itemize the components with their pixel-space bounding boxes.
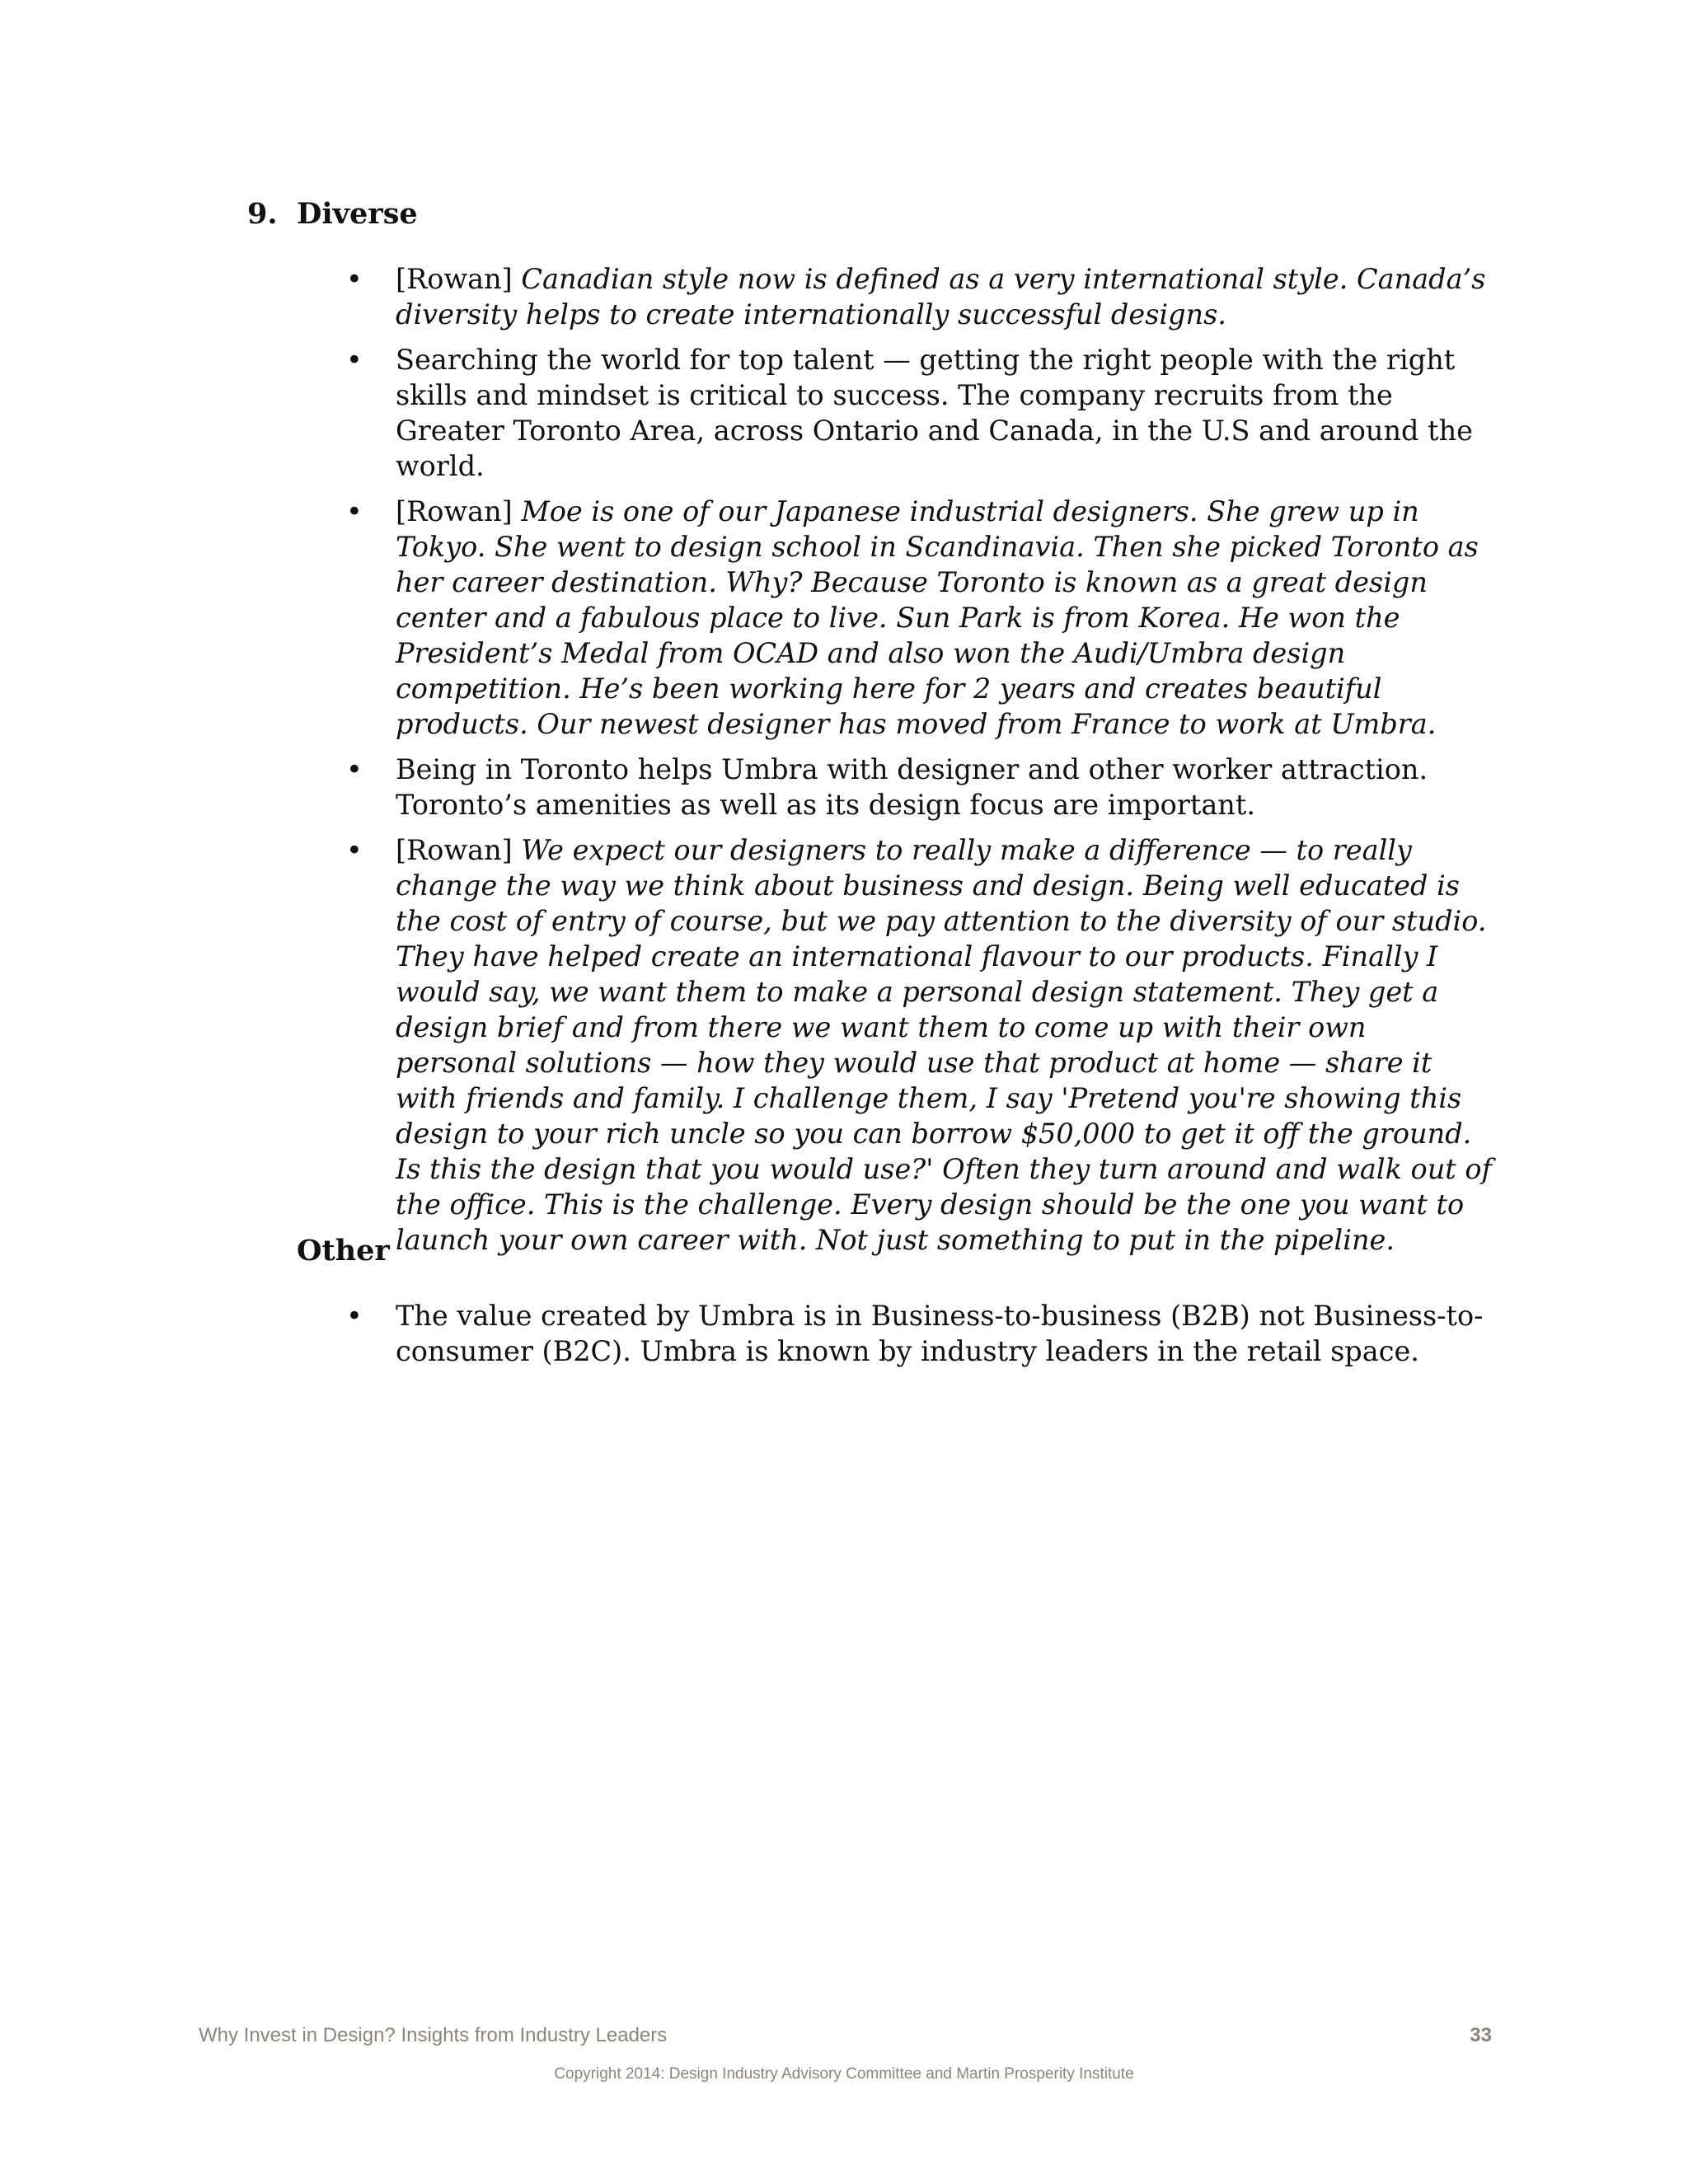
- list-item: [346, 261, 1492, 332]
- quote-text: Canadian style now is defined as a very international style. Canada’s diversity helps to create internationally successful designs.: [396, 263, 1486, 330]
- quote-text: Moe is one of our Japanese industrial designers. She grew up in Tokyo. She went to design school in Scandinavia. Then she picked Toronto as her career destination. Why? Because Toronto is known as a great design center and a fabulous place to live. Sun Park is from Korea. He won the President’s Medal from OCAD and also won the Audi/Umbra design competition. He’s been working here for 2 years and creates beautiful products. Our newest designer has moved from France to work at Umbra.: [396, 495, 1479, 740]
- bullet-marker: •: [346, 263, 363, 295]
- list-item: [346, 752, 1492, 823]
- list-item: [346, 1298, 1492, 1369]
- bullet-marker: •: [346, 753, 363, 785]
- list-item: [346, 342, 1492, 484]
- quote-text: We expect our designers to really make a difference — to really change the way we think about business and design. Being well educated is the cost of entry of course, but we pay attention to the diversity of our studio. They have helped create an international flavour to our products. Finally I would say, we want them to make a personal design statement. They get a design brief and from there we want them to come up with their own personal solutions — how they would use that product at home — share it with friends and family. I challenge them, I say 'Pretend you're showing this design to your rich uncle so you can borrow $50,000 to get it off the ground. Is this the design that you would use?' Often they turn around and walk out of the office. This is the challenge. Every design should be the one you want to launch your own career with. Not just something to put in the pipeline.: [396, 834, 1492, 1256]
- bullet-marker: •: [346, 495, 363, 527]
- list-item: [346, 494, 1492, 742]
- speaker-tag: [Rowan]: [396, 263, 513, 295]
- speaker-tag: [Rowan]: [396, 834, 513, 866]
- bullet-text: The value created by Umbra is in Business-to-business (B2B) not Business-to-consumer (B2C). Umbra is known by industry leaders in the retail space.: [396, 1300, 1484, 1367]
- section-heading-other: Other: [297, 1234, 390, 1268]
- bullet-marker: •: [346, 344, 363, 376]
- bullet-marker: •: [346, 834, 363, 866]
- page-number: 33: [1470, 2024, 1492, 2046]
- diverse-bullet-list: [346, 261, 1492, 1268]
- list-item: [346, 832, 1492, 1258]
- bullet-text: Searching the world for top talent — getting the right people with the right skills and mindset is critical to success. The company recruits from the Greater Toronto Area, across Ontario and Canada, in the U.S and around the world.: [396, 344, 1474, 482]
- section-number: 9.: [247, 197, 278, 231]
- footer-copyright: Copyright 2014: Design Industry Advisory Committee and Martin Prosperity Institute: [554, 2065, 1134, 2083]
- footer-title: Why Invest in Design? Insights from Industry Leaders: [199, 2024, 668, 2046]
- speaker-tag: [Rowan]: [396, 495, 513, 527]
- bullet-text: Being in Toronto helps Umbra with designer and other worker attraction. Toronto’s amenities as well as its design focus are important.: [396, 753, 1428, 821]
- section-title: Diverse: [297, 197, 418, 231]
- section-heading-diverse: [247, 196, 418, 232]
- other-bullet-list: [346, 1298, 1492, 1379]
- bullet-marker: •: [346, 1300, 363, 1332]
